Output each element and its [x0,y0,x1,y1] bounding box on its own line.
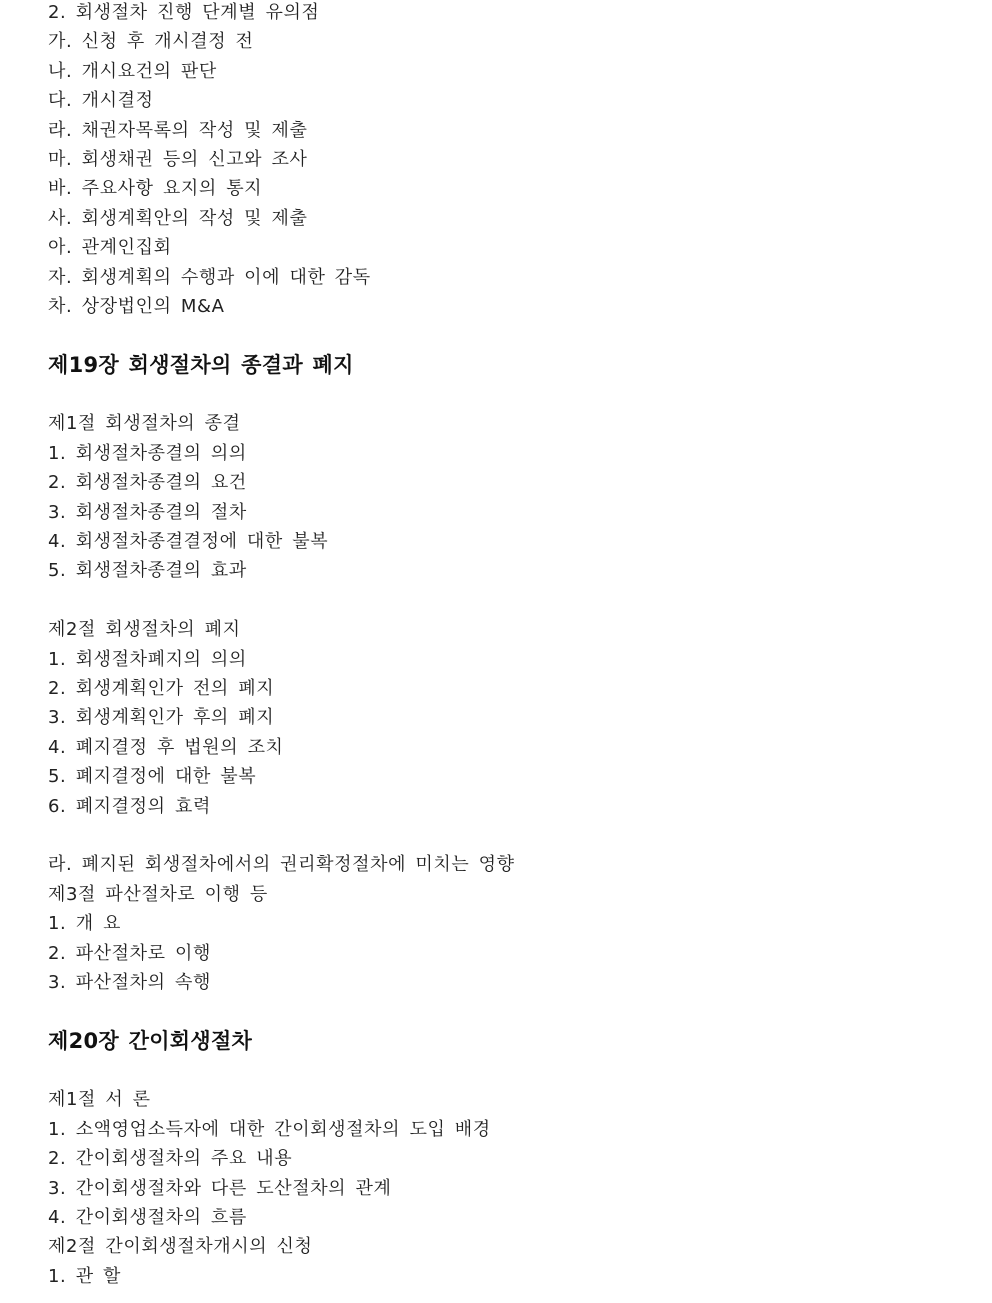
toc-section-title: 제1절 서 론 [48,1089,151,1111]
toc-section-list [48,850,968,997]
toc-line: 2. 회생절차 진행 단계별 유의점 [48,2,320,23]
toc-line: 나. 개시요건의 판단 [48,60,217,82]
toc-line: 라. 채권자목록의 작성 및 제출 [48,119,308,141]
toc-line: 4. 회생절차종결결정에 대한 불복 [48,531,329,553]
spacer [48,1056,968,1085]
toc-line: 5. 폐지결정에 대한 불복 [48,766,257,788]
chapter-heading: 제20장 간이회생절차 [48,1028,253,1053]
toc-line: 3. 간이회생절차와 다른 도산절차의 관계 [48,1177,392,1199]
toc-line: 4. 간이회생절차의 흐름 [48,1207,247,1229]
spacer [48,997,968,1026]
toc-line: 3. 회생절차종결의 절차 [48,501,247,523]
toc-line: 1. 회생절차폐지의 의의 [48,648,247,670]
toc-line: 바. 주요사항 요지의 통지 [48,178,263,200]
toc-section-list [48,1085,968,1291]
spacer [48,380,968,409]
toc-section-list [48,409,968,585]
toc-line: 2. 회생절차종결의 요건 [48,472,247,494]
toc-line: 1. 관 할 [48,1265,121,1287]
toc-line: 2. 파산절차로 이행 [48,942,211,964]
toc-line: 사. 회생계획안의 작성 및 제출 [48,207,308,229]
spacer [48,821,968,850]
spacer [48,321,968,350]
toc-line: 1. 회생절차종결의 의의 [48,442,247,464]
toc-line: 아. 관계인집회 [48,237,172,259]
toc-line: 2. 간이회생절차의 주요 내용 [48,1148,293,1170]
toc-line: 3. 파산절차의 속행 [48,971,211,993]
toc-line: 3. 회생계획인가 후의 폐지 [48,707,275,729]
toc-line: 가. 신청 후 개시결정 전 [48,31,254,53]
toc-section-list [48,0,968,321]
toc-line: 6. 폐지결정의 효력 [48,795,211,817]
toc-line: 자. 회생계획의 수행과 이에 대한 감독 [48,266,371,288]
toc-line: 1. 개 요 [48,913,121,935]
toc-line: 2. 회생계획인가 전의 폐지 [48,677,275,699]
toc-line: 마. 회생채권 등의 신고와 조사 [48,148,308,170]
toc-section-title: 제2절 회생절차의 폐지 [48,619,241,641]
toc-section-list [48,615,968,821]
spacer [48,586,968,615]
chapter-heading: 제19장 회생절차의 종결과 폐지 [48,352,354,377]
toc-line: 차. 상장법인의 M&A [48,295,225,317]
toc-line: 5. 회생절차종결의 효과 [48,560,247,582]
toc-line: 라. 폐지된 회생절차에서의 권리확정절차에 미치는 영향 [48,854,515,876]
toc-section-title: 제1절 회생절차의 종결 [48,413,241,435]
document-page [48,0,968,1291]
toc-line: 1. 소액영업소득자에 대한 간이회생절차의 도입 배경 [48,1118,491,1140]
toc-line: 다. 개시결정 [48,90,154,112]
toc-section-title: 제2절 간이회생절차개시의 신청 [48,1236,313,1258]
toc-section-title: 제3절 파산절차로 이행 등 [48,883,268,905]
toc-line: 4. 폐지결정 후 법원의 조치 [48,736,284,758]
